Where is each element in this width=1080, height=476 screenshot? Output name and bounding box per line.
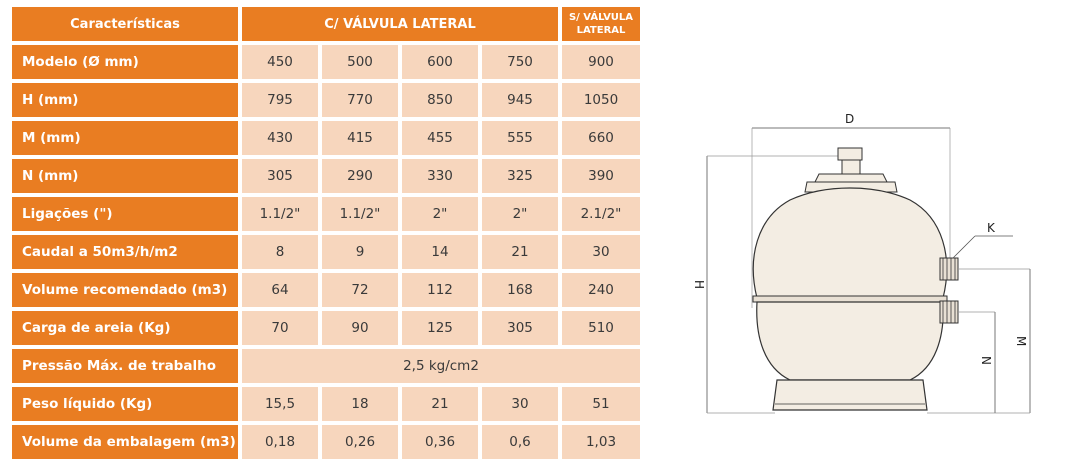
value-cell: 555 [482, 121, 558, 155]
row-label: Caudal a 50m3/h/m2 [12, 235, 238, 269]
filter-technical-drawing [692, 108, 1045, 423]
value-cell: 390 [562, 159, 640, 193]
row-label: Modelo (Ø mm) [12, 45, 238, 79]
value-cell: 770 [322, 83, 398, 117]
value-cell: 18 [322, 387, 398, 421]
value-cell: 21 [402, 387, 478, 421]
value-cell: 72 [322, 273, 398, 307]
dimension-k-label: K [987, 221, 995, 235]
value-cell: 9 [322, 235, 398, 269]
value-cell: 305 [482, 311, 558, 345]
header-without-lateral-line1: S/ VÁLVULA [568, 12, 634, 23]
value-cell: 14 [402, 235, 478, 269]
value-cell: 90 [322, 311, 398, 345]
value-cell: 70 [242, 311, 318, 345]
dimension-d-label: D [845, 112, 855, 126]
value-cell: 8 [242, 235, 318, 269]
merged-value-cell: 2,5 kg/cm2 [242, 349, 640, 383]
row-label: H (mm) [12, 83, 238, 117]
value-cell: 500 [322, 45, 398, 79]
value-cell: 600 [402, 45, 478, 79]
value-cell: 30 [562, 235, 640, 269]
value-cell: 1,03 [562, 425, 640, 459]
value-cell: 850 [402, 83, 478, 117]
row-label: Pressão Máx. de trabalho [12, 349, 238, 383]
value-cell: 450 [242, 45, 318, 79]
value-cell: 2" [402, 197, 478, 231]
value-cell: 2" [482, 197, 558, 231]
value-cell: 0,18 [242, 425, 318, 459]
value-cell: 430 [242, 121, 318, 155]
row-label: Peso líquido (Kg) [12, 387, 238, 421]
dimension-h-label: H [692, 280, 706, 290]
value-cell: 30 [482, 387, 558, 421]
value-cell: 415 [322, 121, 398, 155]
value-cell: 112 [402, 273, 478, 307]
value-cell: 0,26 [322, 425, 398, 459]
row-label: M (mm) [12, 121, 238, 155]
value-cell: 510 [562, 311, 640, 345]
value-cell: 795 [242, 83, 318, 117]
value-cell: 945 [482, 83, 558, 117]
row-label: Volume da embalagem (m3) [12, 425, 238, 459]
value-cell: 900 [562, 45, 640, 79]
row-label: N (mm) [12, 159, 238, 193]
value-cell: 240 [562, 273, 640, 307]
value-cell: 15,5 [242, 387, 318, 421]
value-cell: 1.1/2" [242, 197, 318, 231]
dimension-m-label: M [1014, 336, 1028, 347]
value-cell: 64 [242, 273, 318, 307]
row-label: Carga de areia (Kg) [12, 311, 238, 345]
header-without-lateral-valve [562, 7, 640, 41]
value-cell: 455 [402, 121, 478, 155]
value-cell: 1050 [562, 83, 640, 117]
value-cell: 750 [482, 45, 558, 79]
value-cell: 290 [322, 159, 398, 193]
header-without-lateral-line2: LATERAL [576, 25, 626, 36]
row-label: Volume recomendado (m3) [12, 273, 238, 307]
value-cell: 330 [402, 159, 478, 193]
value-cell: 660 [562, 121, 640, 155]
header-characteristics: Características [12, 7, 238, 41]
value-cell: 1.1/2" [322, 197, 398, 231]
value-cell: 21 [482, 235, 558, 269]
specifications-table [12, 7, 640, 455]
value-cell: 325 [482, 159, 558, 193]
value-cell: 2.1/2" [562, 197, 640, 231]
value-cell: 125 [402, 311, 478, 345]
value-cell: 0,6 [482, 425, 558, 459]
value-cell: 305 [242, 159, 318, 193]
value-cell: 168 [482, 273, 558, 307]
dimension-n-label: N [979, 356, 993, 365]
value-cell: 0,36 [402, 425, 478, 459]
row-label: Ligações (") [12, 197, 238, 231]
header-with-lateral-valve: C/ VÁLVULA LATERAL [242, 7, 558, 41]
value-cell: 51 [562, 387, 640, 421]
